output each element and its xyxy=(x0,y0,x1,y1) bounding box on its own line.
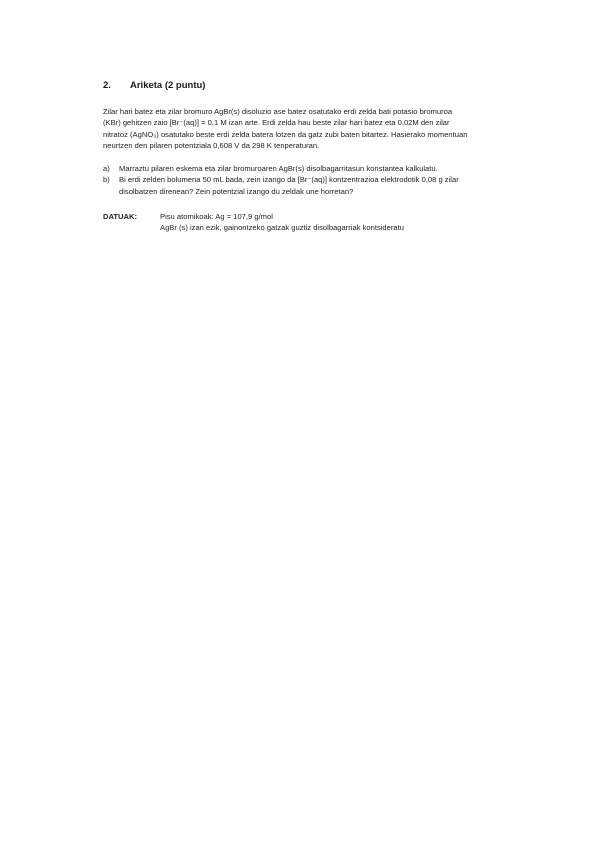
problem-number: 2. xyxy=(103,80,111,91)
data-line: AgBr (s) izan ezik, gainontzeko gatzak guztiz disolbagarriak kontsideratu xyxy=(160,223,404,233)
statement-line: Zilar hari batez eta zilar bromuro AgBr(s) disoluzio ase batez osatutako erdi zelda bati potasio bromuroa xyxy=(103,107,453,116)
statement-line: neurtzen den pilaren potentziala 0,608 V da 298 K tenperaturan. xyxy=(103,141,320,151)
question-a xyxy=(103,163,515,174)
question-text: Bi erdi zelden bolumena 50 mL bada, zein izango da [Br⁻(aq)] kontzentrazioa elektrodotik 0,08 g zilar xyxy=(119,175,459,185)
question-text: Marraztu pilaren eskema eta zilar bromuroaren AgBr(s) disolbagarritasun konstantea kalkulatu. xyxy=(119,164,438,173)
question-text: disolbatzen direnean? Zein potentzial izango du zeldak une horretan? xyxy=(119,186,354,196)
question-marker: b) xyxy=(103,175,110,185)
problem-heading xyxy=(103,80,205,91)
statement-line: nitratoz (AgNO₃) osatutako beste erdi zelda batera lotzen da gatz zubi baten bitartez. Hasierako momentuan xyxy=(103,129,468,139)
question-marker: a) xyxy=(103,164,110,173)
statement-line: (KBr) gehitzen zaio [Br⁻(aq)] = 0,1 M izan arte. Erdi zelda hau beste zilar hari batez eta 0,02M den zilar xyxy=(103,118,450,128)
question-b xyxy=(103,174,515,197)
problem-statement xyxy=(103,106,513,152)
data-section xyxy=(103,211,404,234)
data-label: DATUAK: xyxy=(103,212,138,221)
problem-title: Ariketa (2 puntu) xyxy=(130,80,206,91)
data-line: Pisu atomikoak: Ag = 107,9 g/mol xyxy=(160,212,273,221)
question-list xyxy=(103,163,515,197)
